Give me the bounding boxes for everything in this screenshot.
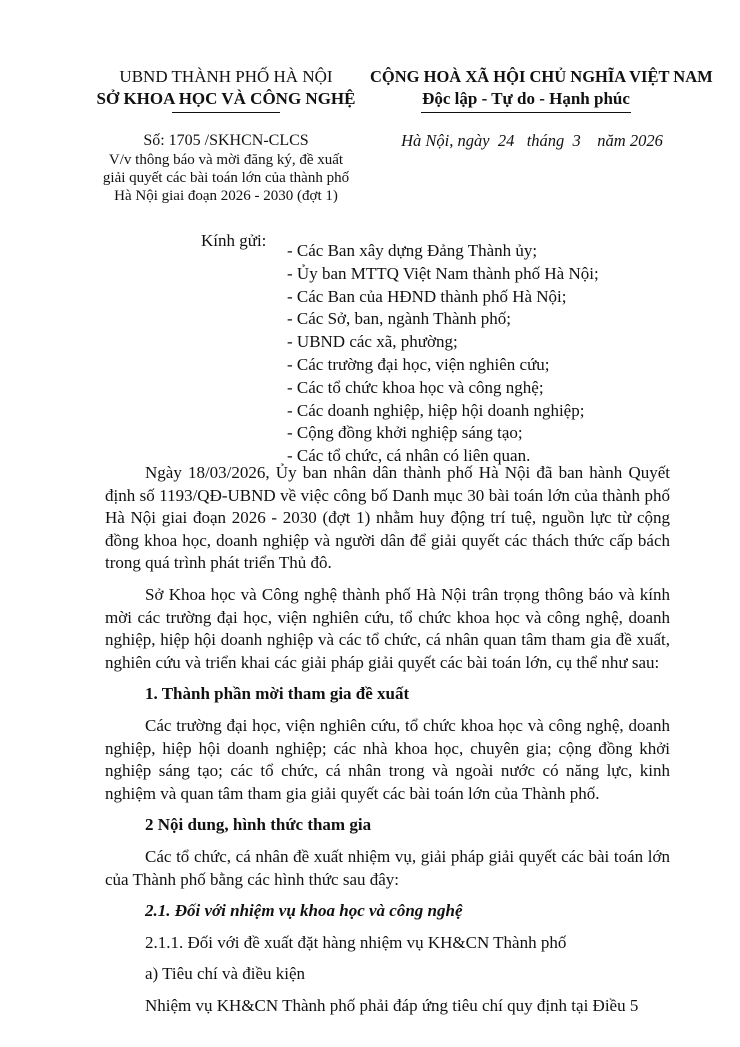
subject-line: Hà Nội giai đoạn 2026 - 2030 (đợt 1) bbox=[114, 188, 338, 204]
criteria-label: a) Tiêu chí và điều kiện bbox=[145, 964, 306, 984]
document-subject bbox=[66, 151, 386, 205]
body-paragraph: Các tổ chức, cá nhân đề xuất nhiệm vụ, giải pháp giải quyết các bài toán lớn của Thành phố bằng các hình thức sau đây: bbox=[105, 846, 670, 889]
issue-date: Hà Nội, ngày 24 tháng 3 năm 2026 bbox=[401, 131, 663, 150]
recipient-list bbox=[287, 240, 599, 468]
recipient-item: - Các Sở, ban, ngành Thành phố; bbox=[287, 309, 511, 329]
recipient-item: - Các doanh nghiệp, hiệp hội doanh nghiệp; bbox=[287, 400, 585, 420]
country-name: CỘNG HOÀ XÃ HỘI CHỦ NGHĨA VIỆT NAM bbox=[370, 67, 713, 86]
recipient-item: - Các tổ chức khoa học và công nghệ; bbox=[287, 377, 544, 397]
document-number: Số: 1705 /SKHCN-CLCS bbox=[143, 132, 309, 149]
body-paragraph: Ngày 18/03/2026, Ủy ban nhân dân thành phố Hà Nội đã ban hành Quyết định số 1193/QĐ-UBND về việc công bố Danh mục 30 bài toán lớn của thành phố Hà Nội giai đoạn 2026 - 2030 (đợt 1) nhằm huy động trí tuệ, nguồn lực từ cộng đồng khoa học, doanh nghiệp và người dân để giải quyết các thách thức cấp bách trong quá trình phát triển Thủ đô. bbox=[105, 463, 670, 573]
greeting-label: Kính gửi: bbox=[201, 231, 267, 250]
section-heading: 1. Thành phần mời tham gia đề xuất bbox=[145, 684, 410, 704]
recipient-item: - Các Ban xây dựng Đảng Thành ủy; bbox=[287, 241, 538, 260]
recipient-item: - Các trường đại học, viện nghiên cứu; bbox=[287, 354, 550, 374]
parent-organization: UBND THÀNH PHỐ HÀ NỘI bbox=[119, 67, 333, 86]
authority-underline bbox=[172, 112, 280, 113]
body-paragraph: Sở Khoa học và Công nghệ thành phố Hà Nội trân trọng thông báo và kính mời các trường đại học, viện nghiên cứu, tổ chức khoa học và công nghệ, doanh nghiệp, hiệp hội doanh nghiệp và các tổ chức, cá nhân quan tâm tham gia đề xuất, nghiên cứu và triển khai các giải pháp giải quyết các bài toán lớn, cụ thể như sau: bbox=[105, 584, 670, 672]
body-paragraph: Nhiệm vụ KH&CN Thành phố phải đáp ứng tiêu chí quy định tại Điều 5 bbox=[145, 995, 639, 1015]
recipient-item: - Cộng đồng khởi nghiệp sáng tạo; bbox=[287, 423, 523, 443]
recipient-item: - UBND các xã, phường; bbox=[287, 332, 458, 352]
body-paragraph: Các trường đại học, viện nghiên cứu, tổ chức khoa học và công nghệ, doanh nghiệp, hiệp hội doanh nghiệp; các nhà khoa học, chuyên gia; cộng đồng khởi nghiệp sáng tạo; các tổ chức, cá nhân trong và ngoài nước có năng lực, kinh nghiệm và quan tâm tham gia giải quyết các bài toán lớn của Thành phố. bbox=[105, 715, 670, 803]
national-motto: Độc lập - Tự do - Hạnh phúc bbox=[422, 89, 630, 108]
subject-line: V/v thông báo và mời đăng ký, đề xuất bbox=[108, 152, 344, 168]
national-title bbox=[370, 66, 713, 113]
recipient-item: - Các Ban của HĐND thành phố Hà Nội; bbox=[287, 286, 567, 306]
motto-underline bbox=[421, 112, 631, 113]
subsection-heading: 2.1. Đối với nhiệm vụ khoa học và công nghệ bbox=[145, 901, 463, 921]
issuing-authority bbox=[66, 66, 386, 113]
subject-line: giải quyết các bài toán lớn của thành phố bbox=[102, 170, 350, 186]
recipient-item: - Ủy ban MTTQ Việt Nam thành phố Hà Nội; bbox=[287, 263, 599, 283]
subsection-item: 2.1.1. Đối với đề xuất đặt hàng nhiệm vụ KH&CN Thành phố bbox=[145, 932, 567, 952]
section-heading: 2 Nội dung, hình thức tham gia bbox=[145, 815, 372, 835]
issuing-organization: SỞ KHOA HỌC VÀ CÔNG NGHỆ bbox=[96, 89, 356, 108]
recipient-item: - Các tổ chức, cá nhân có liên quan. bbox=[287, 446, 531, 466]
document-body bbox=[105, 462, 670, 1026]
